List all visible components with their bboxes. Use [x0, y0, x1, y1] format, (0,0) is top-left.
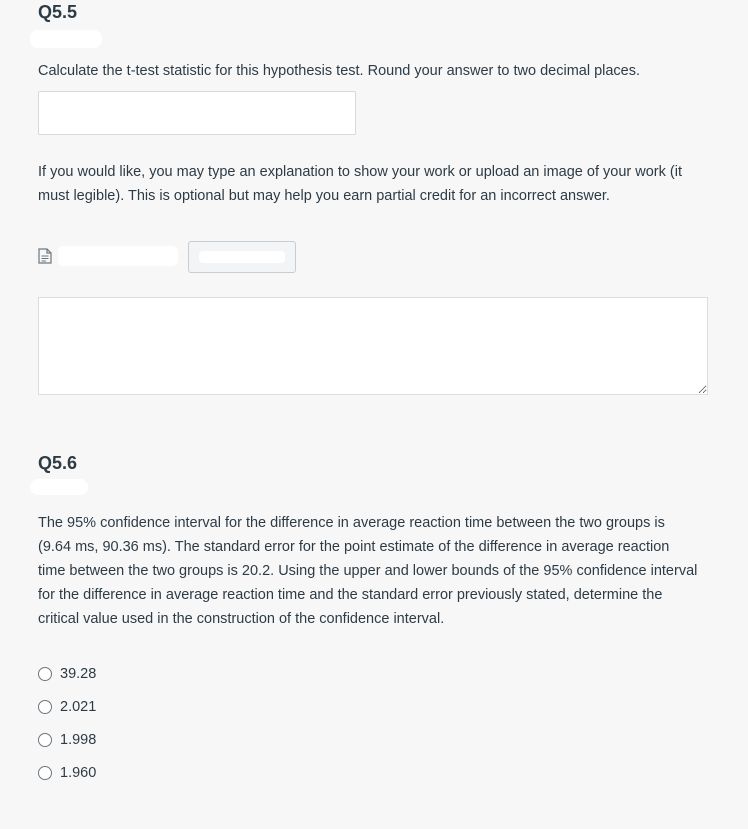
answer-option[interactable] [38, 697, 96, 717]
redacted-file-name [58, 246, 178, 266]
radio-button[interactable] [38, 700, 52, 714]
option-label: 1.960 [60, 765, 97, 781]
question-title-q5-6: Q5.6 [38, 453, 78, 473]
redacted-button-label [199, 251, 285, 263]
explanation-prompt: If you would like, you may type an explanation to show your work or upload an image of your work (it must legible). This is optional but may help you earn partial credit for an incorrect answer. [38, 164, 682, 204]
document-icon [38, 248, 52, 264]
question-title-q5-5: Q5.5 [38, 2, 78, 22]
explanation-textarea[interactable] [38, 297, 708, 395]
answer-option[interactable] [38, 763, 96, 783]
radio-button[interactable] [38, 667, 52, 681]
upload-file-button[interactable] [188, 241, 296, 273]
question-prompt-q5-6: The 95% confidence interval for the difference in average reaction time between the two groups is (9.64 ms, 90.36 ms). The standard error for the point estimate of the difference in average reaction time between the two groups is 20.2. Using the upper and lower bounds of the 95% confidence interval for the difference in average reaction time and the standard error previously stated, determine the critical value used in the construction of the confidence interval. [38, 515, 698, 627]
answer-option[interactable] [38, 730, 96, 750]
radio-button[interactable] [38, 733, 52, 747]
option-label: 39.28 [60, 666, 97, 682]
question-prompt-q5-5: Calculate the t-test statistic for this hypothesis test. Round your answer to two decimal places. [38, 63, 641, 79]
answer-input[interactable] [38, 91, 356, 135]
redacted-points [30, 30, 102, 48]
redacted-points [30, 479, 88, 495]
answer-option[interactable] [38, 664, 96, 684]
option-label: 1.998 [60, 732, 97, 748]
option-label: 2.021 [60, 699, 97, 715]
radio-button[interactable] [38, 766, 52, 780]
